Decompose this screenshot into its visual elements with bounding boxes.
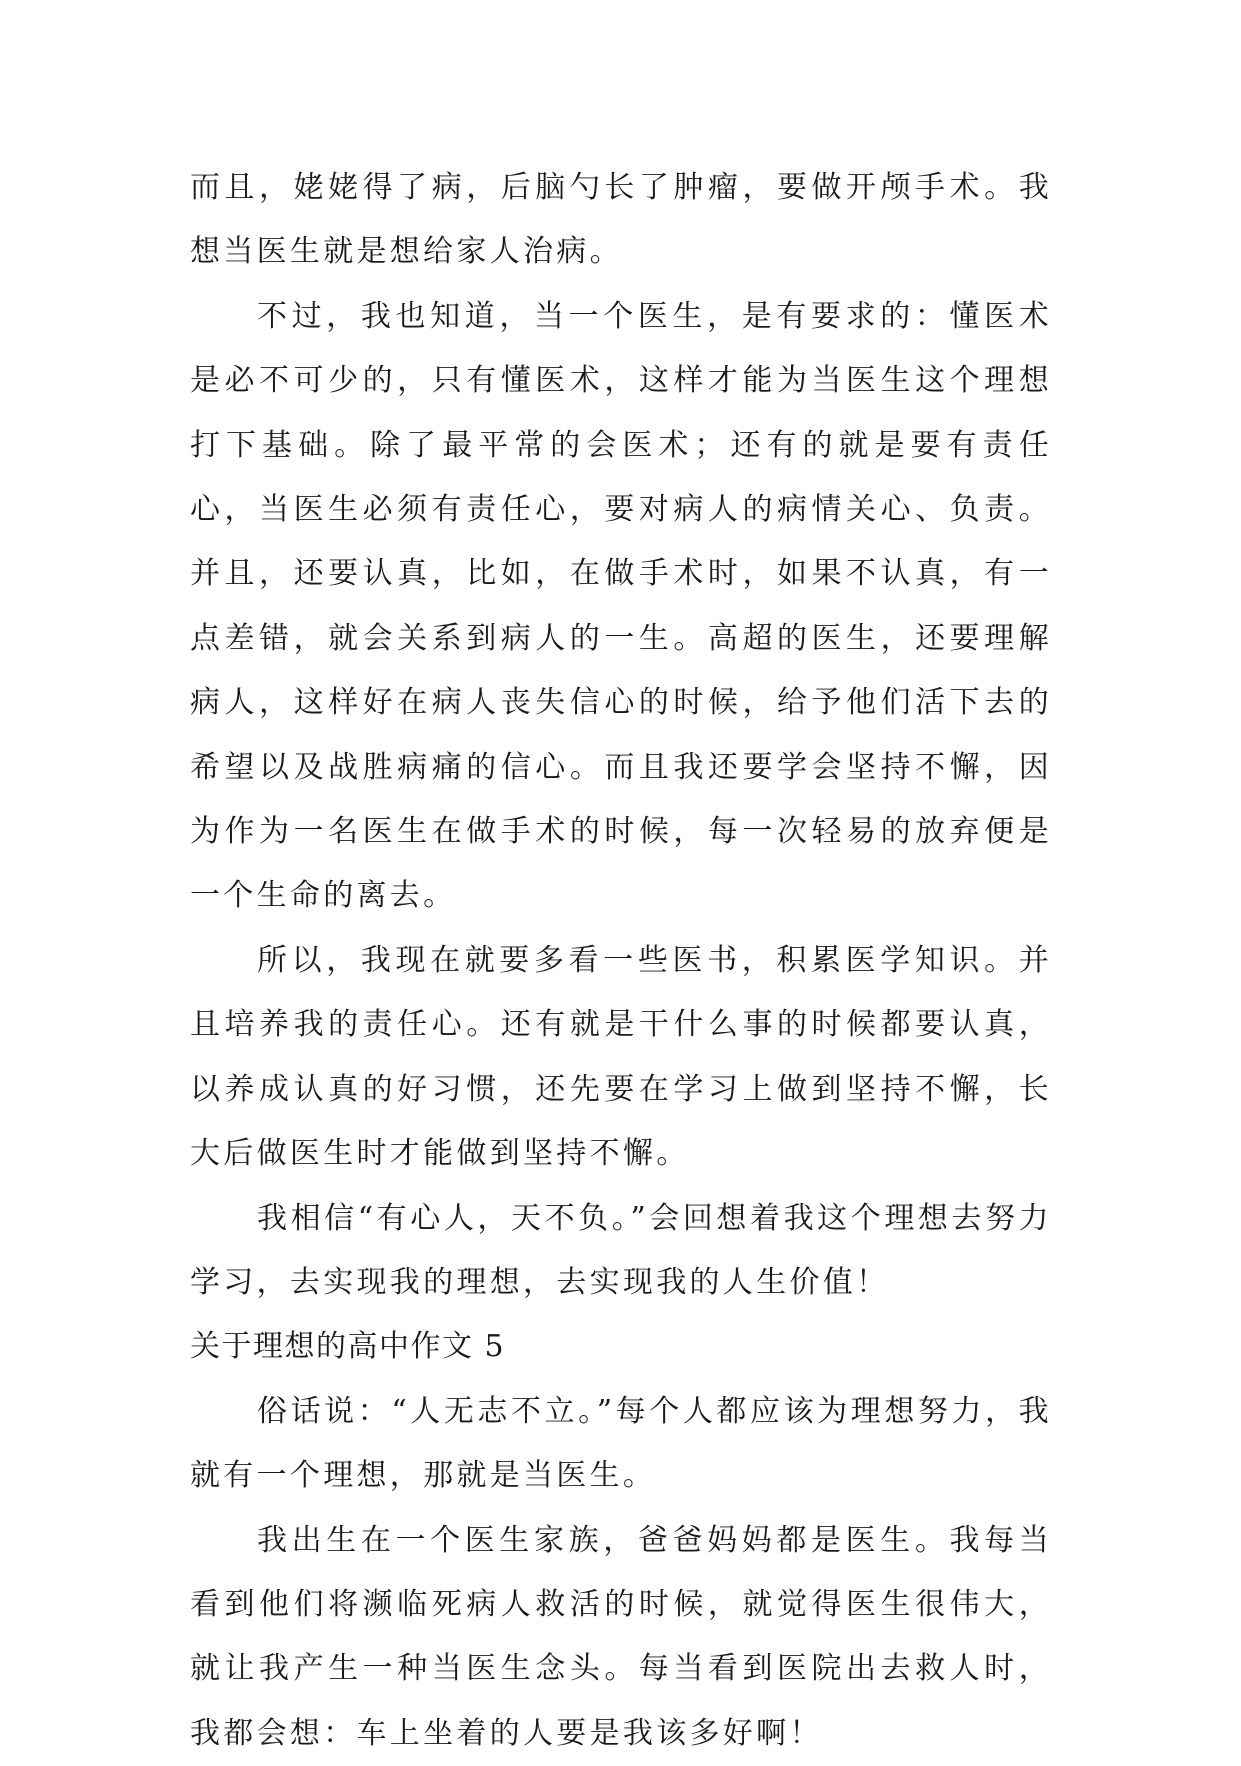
paragraph-family: 我出生在一个医生家族，爸爸妈妈都是医生。我每当看到他们将濒临死病人救活的时候，就觉得医生很伟大，就让我产生一种当医生念头。每当看到医院出去救人时，我都会想：车上坐着的人要是我该多好啊！ (190, 1522, 1052, 1751)
paragraph-proverb: 俗话说：“人无志不立。”每个人都应该为理想努力，我就有一个理想，那就是当医生。 (190, 1393, 1052, 1494)
paragraph-preparation: 所以，我现在就要多看一些医书，积累医学知识。并且培养我的责任心。还有就是干什么事的时候都要认真，以养成认真的好习惯，还先要在学习上做到坚持不懈，长大后做医生时才能做到坚持不懈。 (190, 942, 1052, 1172)
paragraph-belief: 我相信“有心人，天不负。”会回想着我这个理想去努力学习，去实现我的理想，去实现我的人生价值！ (190, 1200, 1052, 1300)
essay-heading: 关于理想的高中作文 5 (190, 1329, 506, 1365)
paragraph-doctor-requirements: 不过，我也知道，当一个医生，是有要求的：懂医术是必不可少的，只有懂医术，这样才能为当医生这个理想打下基础。除了最平常的会医术；还有的就是要有责任心，当医生必须有责任心，要对病人的病情关心、负责。并且，还要认真，比如，在做手术时，如果不认真，有一点差错，就会关系到病人的一生。高超的医生，还要理解病人，这样好在病人丧失信心的时候，给予他们活下去的希望以及战胜病痛的信心。而且我还要学会坚持不懈，因为作为一名医生在做手术的时候，每一次轻易的放弃便是一个生命的离去。 (190, 298, 1052, 914)
paragraph-continuation: 而且，姥姥得了病，后脑勺长了肿瘤，要做开颅手术。我想当医生就是想给家人治病。 (190, 170, 1052, 270)
essay-text (190, 156, 1052, 1766)
